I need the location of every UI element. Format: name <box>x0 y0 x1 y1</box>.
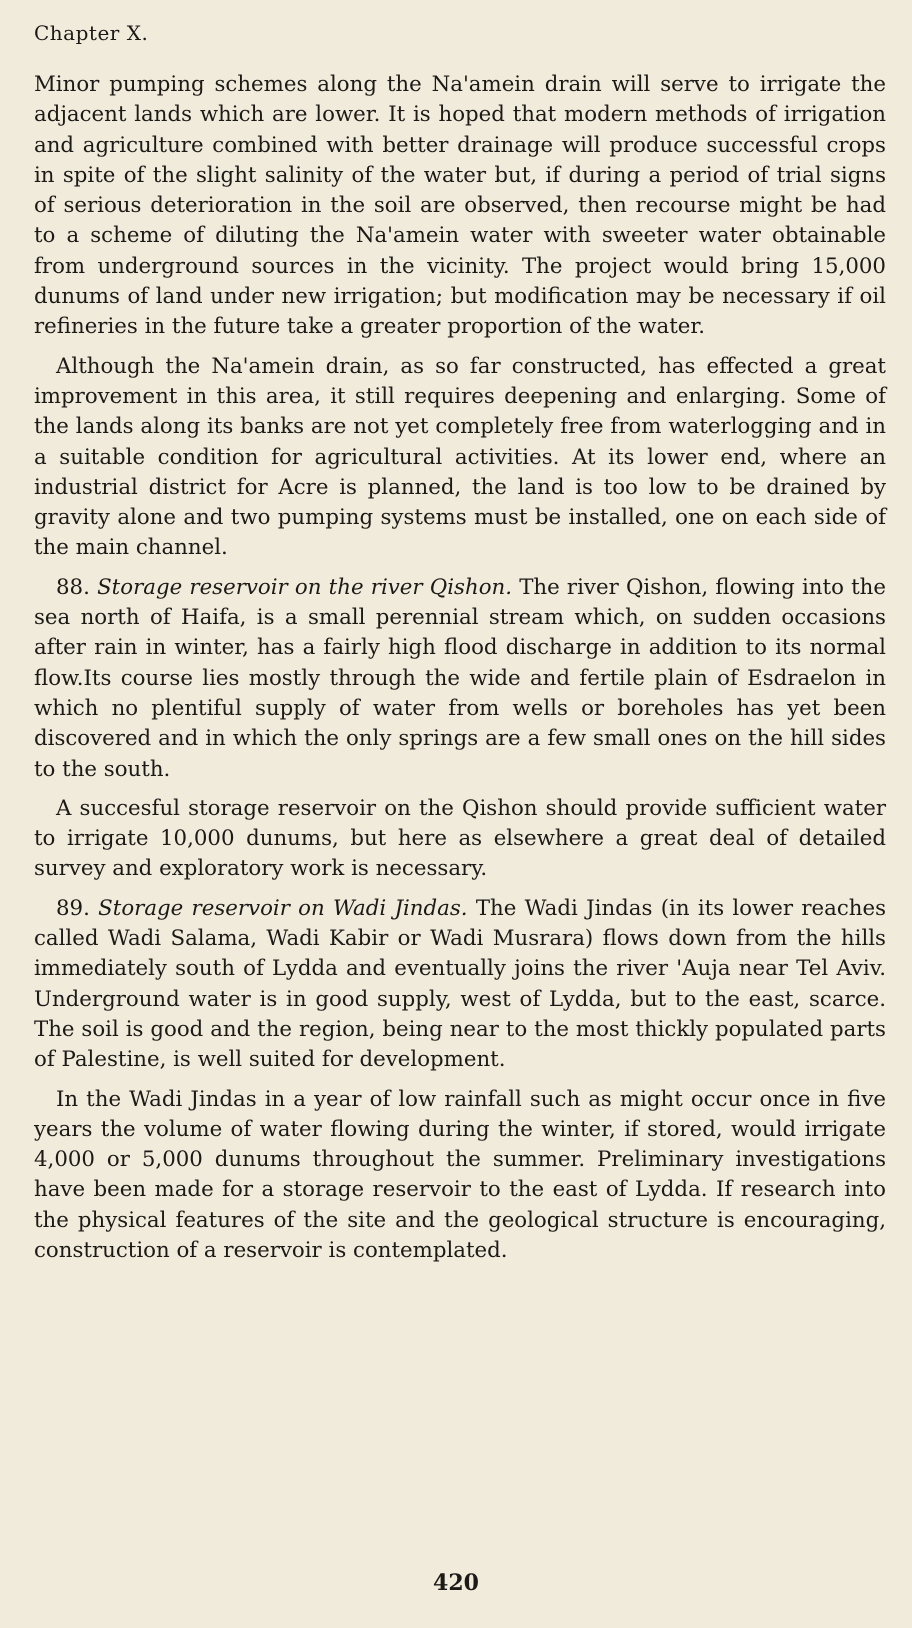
section-heading: Storage reservoir on the river Qishon. <box>97 574 512 600</box>
paragraph-naamein-drain <box>34 352 886 564</box>
section-heading: Storage reservoir on Wadi Jindas. <box>98 895 468 921</box>
paragraph-qishon-reservoir <box>34 794 886 885</box>
paragraph-text: A succesful storage reservoir on the Qishon should provide sufficient water to irrigate 10,000 dunums, but here as elsewhere a great deal of detailed survey and exploratory work is necessary. <box>34 795 886 882</box>
document-page <box>34 18 886 1275</box>
paragraph-pumping-schemes <box>34 70 886 343</box>
paragraph-text: In the Wadi Jindas in a year of low rainfall such as might occur once in five years the volume of water flowing during the winter, if stored, would irrigate 4,000 or 5,000 dunums throughout the summer. Preliminary investigations have been made for a storage reservoir to the east of Lydda. If research into the physical features of the site and the geological structure is encouraging, construction of a reservoir is contemplated. <box>34 1086 886 1263</box>
section-number: 89. <box>56 895 90 921</box>
paragraph-text: The river Qishon, flowing into the sea north of Haifa, is a small perennial stream which, on sudden occasions after rain in winter, has a fairly high flood discharge in addition to its normal flow.Its course lies mostly through the wide and fertile plain of Esdraelon in which no plentiful supply of water from wells or boreholes has yet been discovered and in which the only springs are a few small ones on the hill sides to the south. <box>34 574 886 782</box>
paragraph-text: Although the Na'amein drain, as so far constructed, has effected a great improvement in this area, it still requires deepening and enlarging. Some of the lands along its banks are not yet completely free from waterlogging and in a suitable condition for agricultural activities. At its lower end, where an industrial district for Acre is planned, the land is too low to be drained by gravity alone and two pumping systems must be installed, one on each side of the main channel. <box>34 353 886 561</box>
section-88-qishon <box>34 573 886 785</box>
page-number: 420 <box>433 1570 479 1596</box>
section-89-wadi-jindas <box>34 894 886 1076</box>
chapter-heading: Chapter X. <box>34 21 149 45</box>
section-number: 88. <box>56 574 90 600</box>
paragraph-text: Minor pumping schemes along the Na'amein drain will serve to irrigate the adjacent lands which are lower. It is hoped that modern methods of irrigation and agriculture combined with better drainage will produce successful crops in spite of the slight salinity of the water but, if during a period of trial signs of serious deterioration in the soil are observed, then recourse might be had to a scheme of diluting the Na'amein water with sweeter water obtainable from underground sources in the vicinity. The project would bring 15,000 dunums of land under new irrigation; but modification may be necessary if oil refineries in the future take a greater proportion of the water. <box>34 72 886 340</box>
paragraph-text: The Wadi Jindas (in its lower reaches called Wadi Salama, Wadi Kabir or Wadi Musrara) flows down from the hills immediately south of Lydda and eventually joins the river 'Auja near Tel Aviv. Underground water is in good supply, west of Lydda, but to the east, scarce. The soil is good and the region, being near to the most thickly populated parts of Palestine, is well suited for development. <box>34 895 886 1073</box>
paragraph-wadi-jindas-volume <box>34 1085 886 1267</box>
